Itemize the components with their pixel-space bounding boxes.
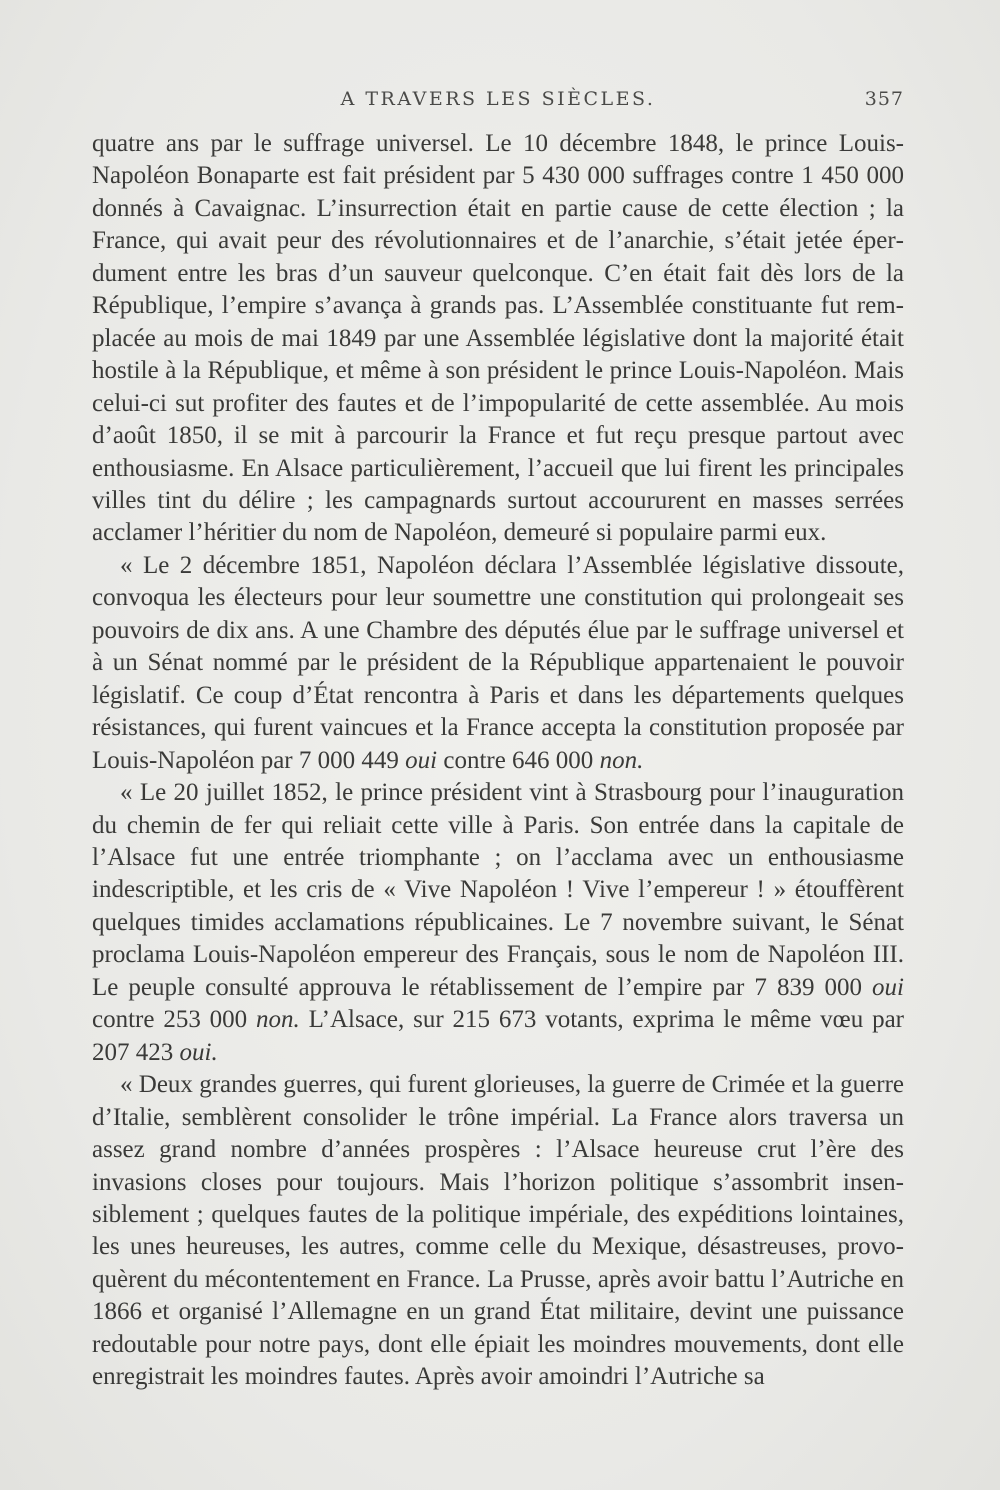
text-run: « Deux grandes guerres, qui furent glorieuses, la guerre de Crimée et la guerre d’Italie, semblèrent consolider le trône impérial. La France alors traversa un assez grand nombre d’années prospères : l’Alsace heureuse crut l’ère des invasions closes pour toujours. Mais l’horizon politique s’assombrit insensiblement ; quelques fautes de la politique impériale, des expéditions lointaines, les unes heureuses, les autres, comme celle du Mexique, désastreuses, provoquèrent du mécontentement en France. La Prusse, après avoir battu l’Autriche en 1866 et organisé l’Allemagne en un grand État militaire, devint une puissance redoutable pour notre pays, dont elle épiait les moindres mouvements, dont elle enregistrait les moindres fautes. Après avoir amoindri l’Autriche sa [92,1071,904,1391]
page-header [92,88,904,118]
paragraph [92,777,904,1069]
text-run: quatre ans par le suffrage universel. Le 10 décembre 1848, le prince Louis-Napoléon Bonaparte est fait président par 5 430 000 suffrages contre 1 450 000 donnés à Cavaignac. L’insurrection était en partie cause de cette élection ; la France, qui avait peur des révolutionnaires et de l’anarchie, s’était jetée éperdument entre les bras d’un sauveur quelconque. C’en était fait dès lors de la République, l’empire s’avança à grands pas. L’Assemblée constituante fut remplacée au mois de mai 1849 par une Assemblée législative dont la majorité était hostile à la République, et même à son président le prince Louis-Napoléon. Mais celui-ci sut profiter des fautes et de l’impopularité de cette assemblée. Au mois d’août 1850, il se mit à parcourir la France et fut reçu presque partout avec enthousiasme. En Alsace particulièrement, l’accueil que lui firent les principales villes tint du délire ; les campagnards surtout accoururent en masses serrées acclamer l’héritier du nom de Napoléon, demeuré si populaire parmi eux. [92,130,904,547]
italic-text: oui [405,746,438,774]
italic-text: oui. [179,1038,218,1066]
italic-text: non. [256,1006,300,1034]
text-run: contre 646 000 [437,746,600,774]
paragraph [92,128,904,550]
body-text [92,128,904,1394]
page-number: 357 [864,88,904,110]
text-run: « Le 2 décembre 1851, Napoléon déclara l’Assemblée législative dissoute, convoqua les électeurs pour leur soumettre une constitution qui prolongeait ses pouvoirs de dix ans. A une Chambre des députés élue par le suffrage universel et à un Sénat nommé par le président de la République appartenaient le pouvoir législatif. Ce coup d’État rencontra à Paris et dans les départements quelques résistances, qui furent vaincues et la France accepta la constitution proposée par Louis-Napoléon par 7 000 449 [92,551,904,774]
running-title: A TRAVERS LES SIÈCLES. [340,88,656,110]
paragraph [92,550,904,777]
text-run: contre 253 000 [92,1006,257,1034]
text-run: « Le 20 juillet 1852, le prince président vint à Strasbourg pour l’inauguration du chemin de fer qui reliait cette ville à Paris. Son entrée dans la capitale de l’Alsace fut une entrée triomphante ; on l’acclama avec un enthousiasme indescriptible, et les cris de « Vive Napoléon ! Vive l’empereur ! » étouffèrent quelques timides acclamations républicaines. Le 7 novembre suivant, le Sénat proclama Louis-Napoléon empereur des Français, sous le nom de Napoléon III. Le peuple consulté approuva le rétablissement de l’empire par 7 839 000 [92,779,904,1001]
italic-text: non. [599,746,644,774]
text-run: L’Alsace, sur 215 673 votants, exprima le même vœu par 207 423 [92,1006,904,1066]
paragraph [92,1069,904,1394]
italic-text: oui [872,973,904,1001]
